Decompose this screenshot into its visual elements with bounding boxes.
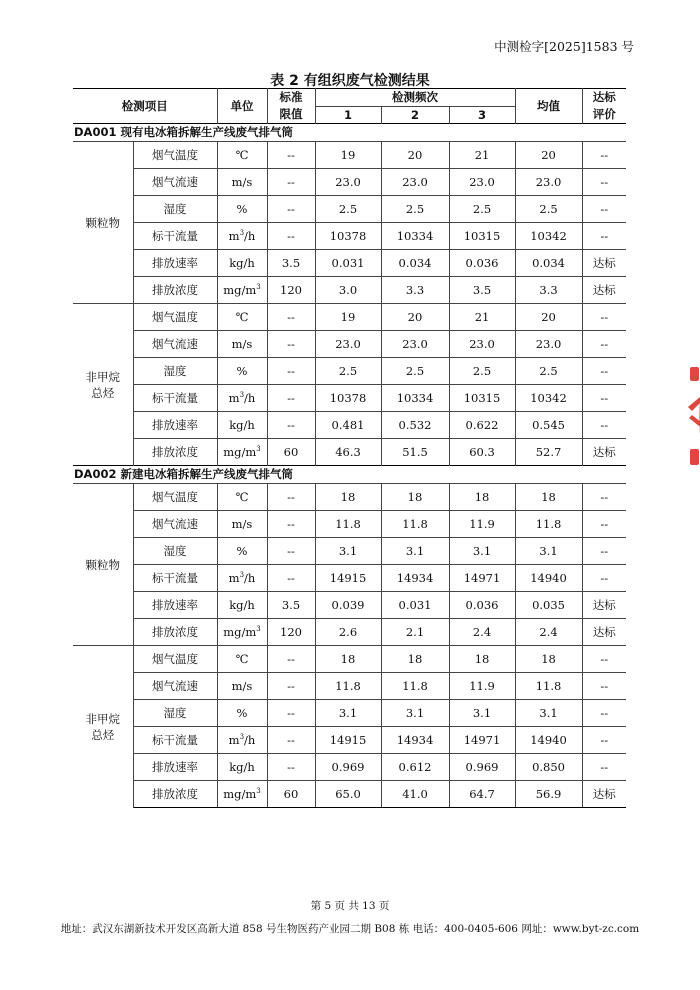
unit-cell: $m^3/h$	[217, 727, 267, 754]
table-row	[73, 592, 626, 619]
mean-cell: 3.1	[515, 700, 582, 727]
table-row	[73, 223, 626, 250]
limit-cell: --	[267, 169, 315, 196]
unit-cell: kg/h	[217, 412, 267, 439]
mean-cell: 20	[515, 142, 582, 169]
mean-cell: 23.0	[515, 331, 582, 358]
mean-cell: 20	[515, 304, 582, 331]
table-row	[73, 538, 626, 565]
value-1-cell: 46.3	[315, 439, 381, 466]
table-row	[73, 700, 626, 727]
value-3-cell: 3.1	[449, 538, 515, 565]
unit-cell: $m^3/h$	[217, 223, 267, 250]
table-row	[73, 619, 626, 646]
eval-cell: --	[582, 223, 626, 250]
value-1-cell: 2.5	[315, 196, 381, 223]
value-2-cell: 20	[381, 304, 449, 331]
unit-cell: ℃	[217, 484, 267, 511]
pollutant-name	[73, 646, 133, 808]
eval-cell: --	[582, 673, 626, 700]
value-2-cell: 0.034	[381, 250, 449, 277]
value-1-cell: 14915	[315, 727, 381, 754]
table-body	[73, 124, 626, 808]
mean-cell: 0.035	[515, 592, 582, 619]
unit-cell: kg/h	[217, 592, 267, 619]
mean-cell: 56.9	[515, 781, 582, 808]
table-row	[73, 646, 626, 673]
value-3-cell: 0.036	[449, 250, 515, 277]
value-2-cell: 0.031	[381, 592, 449, 619]
parameter-cell: 烟气温度	[133, 646, 217, 673]
parameter-cell: 排放浓度	[133, 277, 217, 304]
pollutant-name-line: 非甲烷	[85, 369, 120, 384]
mean-cell: 52.7	[515, 439, 582, 466]
unit-cell: $mg/m^3$	[217, 781, 267, 808]
value-1-cell: 19	[315, 304, 381, 331]
value-1-cell: 11.8	[315, 673, 381, 700]
mean-cell: 14940	[515, 565, 582, 592]
value-2-cell: 11.8	[381, 511, 449, 538]
parameter-cell: 排放速率	[133, 412, 217, 439]
pollutant-name-line: 非甲烷	[85, 711, 120, 726]
mean-cell: 11.8	[515, 511, 582, 538]
value-3-cell: 11.9	[449, 673, 515, 700]
eval-cell: --	[582, 358, 626, 385]
eval-cell: --	[582, 754, 626, 781]
unit-cell: %	[217, 700, 267, 727]
value-2-cell: 51.5	[381, 439, 449, 466]
value-3-cell: 10315	[449, 223, 515, 250]
unit-cell: kg/h	[217, 250, 267, 277]
table-row	[73, 565, 626, 592]
value-3-cell: 0.036	[449, 592, 515, 619]
value-3-cell: 3.1	[449, 700, 515, 727]
value-1-cell: 2.5	[315, 358, 381, 385]
mean-cell: 10342	[515, 385, 582, 412]
value-2-cell: 23.0	[381, 169, 449, 196]
value-2-cell: 10334	[381, 385, 449, 412]
limit-cell: --	[267, 538, 315, 565]
unit-cell: %	[217, 196, 267, 223]
header-frequency: 检测频次	[315, 89, 515, 107]
unit-cell: %	[217, 538, 267, 565]
unit-cell: $mg/m^3$	[217, 277, 267, 304]
limit-cell: 60	[267, 439, 315, 466]
limit-cell: --	[267, 304, 315, 331]
mean-cell: 18	[515, 646, 582, 673]
eval-cell: --	[582, 700, 626, 727]
value-1-cell: 11.8	[315, 511, 381, 538]
table-row	[73, 331, 626, 358]
unit-cell: %	[217, 358, 267, 385]
limit-cell: --	[267, 142, 315, 169]
pollutant-name	[73, 304, 133, 466]
report-number: 中测检字[2025]1583 号	[494, 39, 634, 54]
mean-cell: 11.8	[515, 673, 582, 700]
parameter-cell: 排放浓度	[133, 439, 217, 466]
value-1-cell: 19	[315, 142, 381, 169]
header-freq-2: 2	[381, 107, 449, 124]
header-unit: 单位	[217, 89, 267, 124]
header-eval-line2: 评价	[592, 107, 616, 122]
eval-cell: --	[582, 646, 626, 673]
section-row	[73, 124, 626, 142]
eval-cell: --	[582, 538, 626, 565]
parameter-cell: 标干流量	[133, 727, 217, 754]
eval-cell: 达标	[582, 781, 626, 808]
value-3-cell: 60.3	[449, 439, 515, 466]
value-1-cell: 0.481	[315, 412, 381, 439]
value-2-cell: 41.0	[381, 781, 449, 808]
table-row	[73, 781, 626, 808]
limit-cell: --	[267, 754, 315, 781]
pollutant-name-line: 总烃	[91, 727, 115, 742]
value-1-cell: 0.039	[315, 592, 381, 619]
table-row	[73, 142, 626, 169]
eval-cell: --	[582, 412, 626, 439]
unit-cell: $mg/m^3$	[217, 619, 267, 646]
parameter-cell: 湿度	[133, 538, 217, 565]
value-3-cell: 0.969	[449, 754, 515, 781]
section-title: DA002 新建电冰箱拆解生产线废气排气筒	[73, 466, 626, 484]
unit-cell: m/s	[217, 673, 267, 700]
value-3-cell: 21	[449, 142, 515, 169]
value-2-cell: 14934	[381, 565, 449, 592]
eval-cell: --	[582, 511, 626, 538]
value-1-cell: 10378	[315, 223, 381, 250]
value-2-cell: 14934	[381, 727, 449, 754]
limit-cell: --	[267, 358, 315, 385]
value-2-cell: 2.1	[381, 619, 449, 646]
eval-cell: 达标	[582, 277, 626, 304]
unit-cell: m/s	[217, 331, 267, 358]
limit-cell: --	[267, 646, 315, 673]
parameter-cell: 排放速率	[133, 592, 217, 619]
table-row	[73, 169, 626, 196]
limit-cell: --	[267, 331, 315, 358]
value-2-cell: 3.3	[381, 277, 449, 304]
eval-cell: 达标	[582, 439, 626, 466]
unit-cell: $mg/m^3$	[217, 439, 267, 466]
header-limit-line1: 标准	[267, 89, 315, 107]
table-row	[73, 511, 626, 538]
unit-cell: ℃	[217, 646, 267, 673]
eval-cell: --	[582, 385, 626, 412]
header-limit-line2: 限值	[267, 107, 315, 124]
mean-cell: 18	[515, 484, 582, 511]
value-3-cell: 14971	[449, 565, 515, 592]
parameter-cell: 标干流量	[133, 565, 217, 592]
mean-cell: 2.5	[515, 358, 582, 385]
pollutant-name	[73, 142, 133, 304]
value-3-cell: 64.7	[449, 781, 515, 808]
parameter-cell: 烟气温度	[133, 484, 217, 511]
value-3-cell: 3.5	[449, 277, 515, 304]
value-1-cell: 10378	[315, 385, 381, 412]
pollutant-name-line: 颗粒物	[85, 557, 120, 572]
mean-cell: 10342	[515, 223, 582, 250]
table-row	[73, 277, 626, 304]
eval-cell: --	[582, 565, 626, 592]
parameter-cell: 标干流量	[133, 385, 217, 412]
limit-cell: --	[267, 511, 315, 538]
header-item: 检测项目	[73, 89, 217, 124]
section-title: DA001 现有电冰箱拆解生产线废气排气筒	[73, 124, 626, 142]
limit-cell: 3.5	[267, 592, 315, 619]
unit-cell: kg/h	[217, 754, 267, 781]
seal-stamp	[682, 345, 700, 485]
parameter-cell: 排放速率	[133, 754, 217, 781]
unit-cell: $m^3/h$	[217, 565, 267, 592]
limit-cell: --	[267, 727, 315, 754]
section-row	[73, 466, 626, 484]
value-2-cell: 10334	[381, 223, 449, 250]
parameter-cell: 烟气流速	[133, 673, 217, 700]
value-3-cell: 23.0	[449, 169, 515, 196]
table-row	[73, 439, 626, 466]
parameter-cell: 排放速率	[133, 250, 217, 277]
parameter-cell: 烟气流速	[133, 169, 217, 196]
value-3-cell: 2.5	[449, 196, 515, 223]
mean-cell: 3.3	[515, 277, 582, 304]
value-3-cell: 0.622	[449, 412, 515, 439]
mean-cell: 3.1	[515, 538, 582, 565]
value-2-cell: 3.1	[381, 538, 449, 565]
header-mean: 均值	[515, 89, 582, 124]
value-3-cell: 2.5	[449, 358, 515, 385]
unit-cell: m/s	[217, 511, 267, 538]
value-1-cell: 23.0	[315, 331, 381, 358]
limit-cell: --	[267, 412, 315, 439]
value-2-cell: 0.532	[381, 412, 449, 439]
value-3-cell: 18	[449, 646, 515, 673]
value-2-cell: 23.0	[381, 331, 449, 358]
pollutant-name-line: 颗粒物	[85, 215, 120, 230]
pollutant-name-line: 总烃	[91, 385, 115, 400]
limit-cell: --	[267, 484, 315, 511]
value-1-cell: 3.1	[315, 538, 381, 565]
eval-cell: --	[582, 196, 626, 223]
value-1-cell: 14915	[315, 565, 381, 592]
eval-cell: 达标	[582, 592, 626, 619]
limit-cell: --	[267, 196, 315, 223]
value-1-cell: 2.6	[315, 619, 381, 646]
parameter-cell: 排放浓度	[133, 781, 217, 808]
limit-cell: --	[267, 565, 315, 592]
limit-cell: --	[267, 673, 315, 700]
value-3-cell: 11.9	[449, 511, 515, 538]
eval-cell: --	[582, 169, 626, 196]
header-freq-1: 1	[315, 107, 381, 124]
table-row	[73, 358, 626, 385]
results-table	[73, 88, 626, 808]
table-row	[73, 754, 626, 781]
table-title: 表 2 有组织废气检测结果	[270, 73, 430, 89]
value-3-cell: 10315	[449, 385, 515, 412]
value-1-cell: 0.969	[315, 754, 381, 781]
value-2-cell: 18	[381, 484, 449, 511]
eval-cell: 达标	[582, 619, 626, 646]
pollutant-name	[73, 484, 133, 646]
parameter-cell: 湿度	[133, 196, 217, 223]
table-row	[73, 304, 626, 331]
parameter-cell: 烟气流速	[133, 331, 217, 358]
mean-cell: 2.5	[515, 196, 582, 223]
value-1-cell: 23.0	[315, 169, 381, 196]
mean-cell: 23.0	[515, 169, 582, 196]
value-1-cell: 18	[315, 646, 381, 673]
table-row	[73, 196, 626, 223]
value-3-cell: 18	[449, 484, 515, 511]
mean-cell: 0.545	[515, 412, 582, 439]
table-row	[73, 484, 626, 511]
eval-cell: --	[582, 331, 626, 358]
parameter-cell: 湿度	[133, 358, 217, 385]
parameter-cell: 烟气温度	[133, 304, 217, 331]
value-3-cell: 21	[449, 304, 515, 331]
eval-cell: 达标	[582, 250, 626, 277]
parameter-cell: 烟气温度	[133, 142, 217, 169]
footer-address: 地址：武汉东湖新技术开发区高新大道 858 号生物医药产业园二期 B08 栋 电话：400-0405-606 网址：www.byt-zc.com	[60, 923, 640, 935]
table-row	[73, 250, 626, 277]
value-2-cell: 0.612	[381, 754, 449, 781]
parameter-cell: 湿度	[133, 700, 217, 727]
table-row	[73, 673, 626, 700]
value-2-cell: 2.5	[381, 358, 449, 385]
limit-cell: --	[267, 223, 315, 250]
parameter-cell: 排放浓度	[133, 619, 217, 646]
limit-cell: --	[267, 385, 315, 412]
page-number: 第 5 页 共 13 页	[310, 900, 390, 912]
eval-cell: --	[582, 484, 626, 511]
mean-cell: 14940	[515, 727, 582, 754]
mean-cell: 2.4	[515, 619, 582, 646]
limit-cell: 120	[267, 277, 315, 304]
value-2-cell: 18	[381, 646, 449, 673]
unit-cell: ℃	[217, 304, 267, 331]
value-2-cell: 2.5	[381, 196, 449, 223]
limit-cell: 60	[267, 781, 315, 808]
value-3-cell: 23.0	[449, 331, 515, 358]
unit-cell: $m^3/h$	[217, 385, 267, 412]
value-1-cell: 65.0	[315, 781, 381, 808]
table-row	[73, 385, 626, 412]
mean-cell: 0.034	[515, 250, 582, 277]
value-1-cell: 3.0	[315, 277, 381, 304]
eval-cell: --	[582, 304, 626, 331]
limit-cell: --	[267, 700, 315, 727]
eval-cell: --	[582, 142, 626, 169]
value-3-cell: 2.4	[449, 619, 515, 646]
table-row	[73, 727, 626, 754]
unit-cell: m/s	[217, 169, 267, 196]
value-2-cell: 3.1	[381, 700, 449, 727]
limit-cell: 120	[267, 619, 315, 646]
value-1-cell: 18	[315, 484, 381, 511]
limit-cell: 3.5	[267, 250, 315, 277]
value-1-cell: 3.1	[315, 700, 381, 727]
eval-cell: --	[582, 727, 626, 754]
parameter-cell: 烟气流速	[133, 511, 217, 538]
header-freq-3: 3	[449, 107, 515, 124]
unit-cell: ℃	[217, 142, 267, 169]
mean-cell: 0.850	[515, 754, 582, 781]
value-2-cell: 20	[381, 142, 449, 169]
value-1-cell: 0.031	[315, 250, 381, 277]
value-2-cell: 11.8	[381, 673, 449, 700]
value-3-cell: 14971	[449, 727, 515, 754]
parameter-cell: 标干流量	[133, 223, 217, 250]
table-row	[73, 412, 626, 439]
header-eval-line1: 达标	[592, 90, 616, 105]
